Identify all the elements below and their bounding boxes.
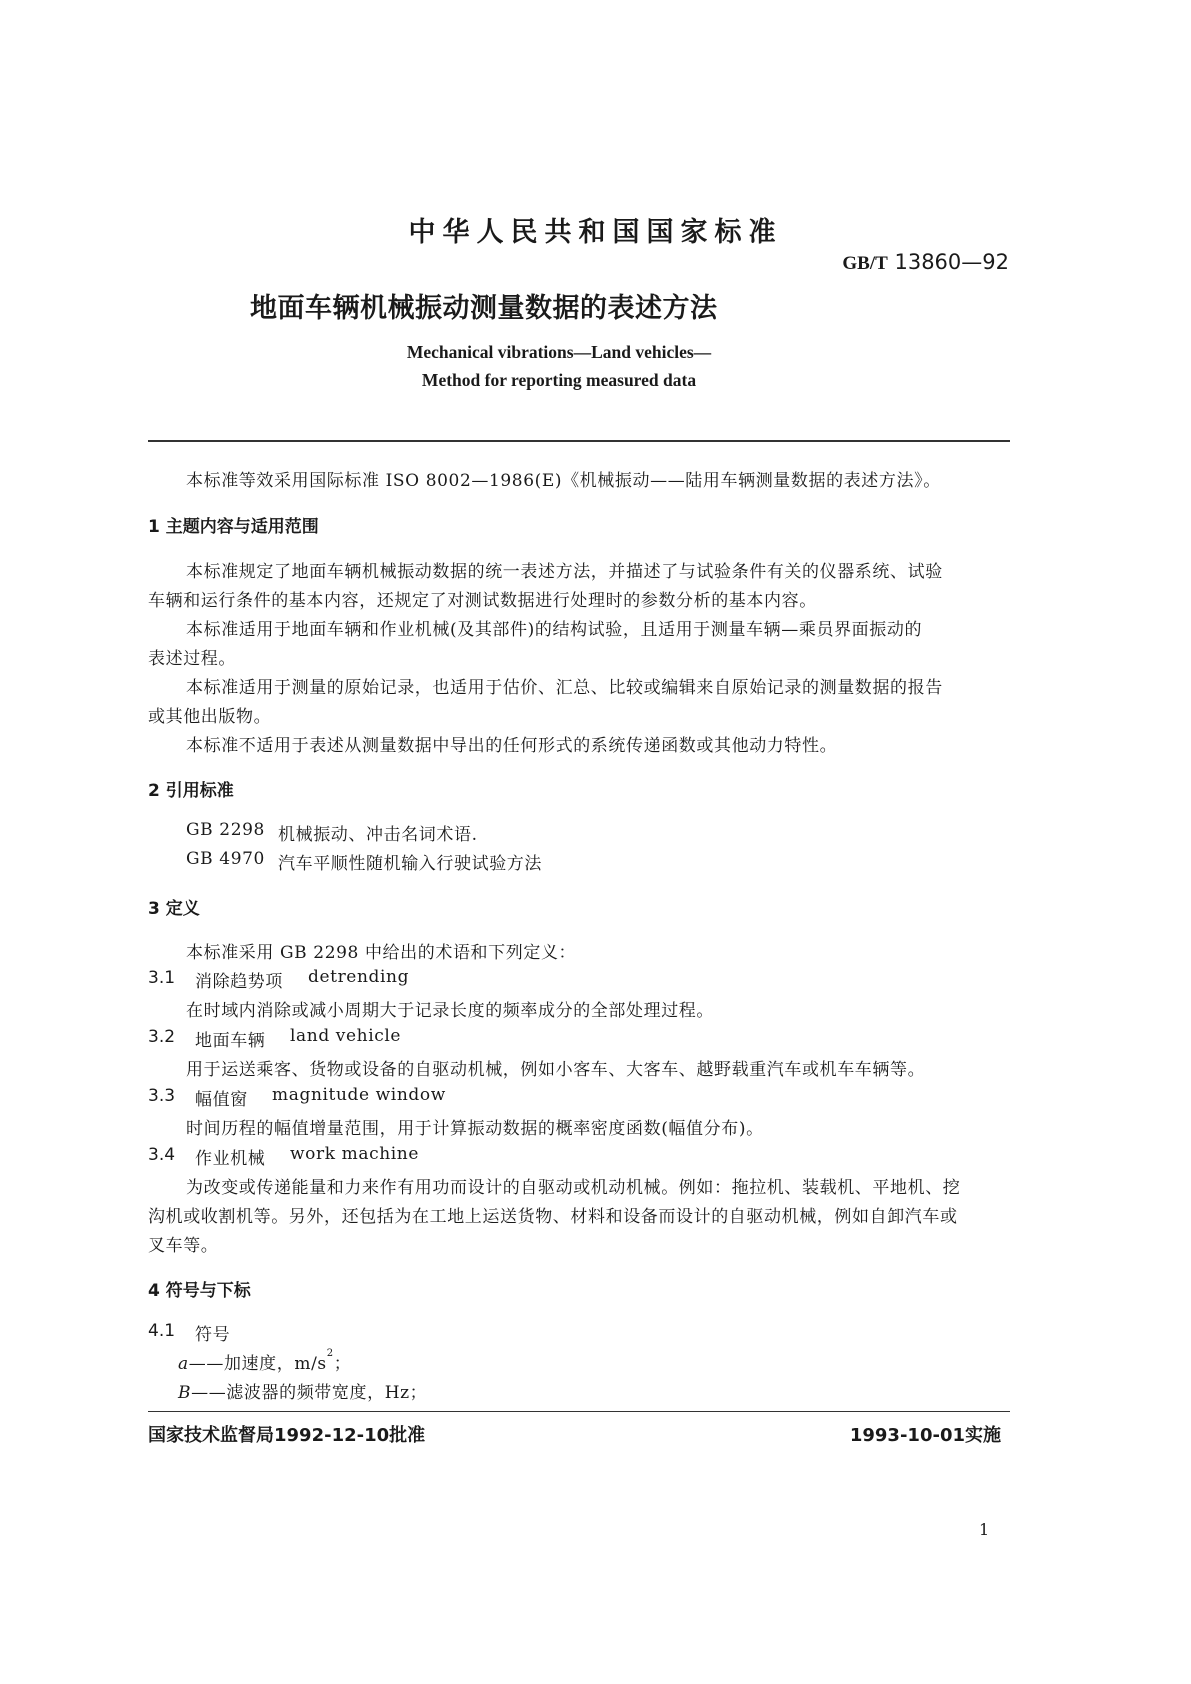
def-text: 用于运送乘客、货物或设备的自驱动机械，例如小客车、大客车、越野载重汽车或机车车辆等。 (186, 1060, 926, 1080)
s1-p2-line1: 本标准适用于地面车辆和作业机械(及其部件)的结构试验，且适用于测量车辆—乘员界面振动的 (186, 620, 923, 640)
title-english-line2: Method for reporting measured data (421, 370, 697, 390)
def-term: 幅值窗 (195, 1090, 248, 1110)
section4-heading: 4 符号与下标 (148, 1281, 251, 1301)
s1-p4: 本标准不适用于表述从测量数据中导出的任何形式的系统传递函数或其他动力特性。 (186, 736, 838, 756)
def-text-line2: 沟机或收割机等。另外，还包括为在工地上运送货物、材料和设备而设计的自驱动机械，例如自卸汽车或 (148, 1207, 958, 1227)
symbol: a (178, 1354, 189, 1374)
ref-code: GB 2298 (186, 820, 265, 840)
ref-code: GB 4970 (186, 849, 265, 869)
s1-p3-line2: 或其他出版物。 (148, 707, 272, 727)
s1-p2-line2: 表述过程。 (148, 649, 236, 669)
def-term: 消除趋势项 (195, 972, 283, 992)
ref-title: 汽车平顺性随机输入行驶试验方法 (278, 854, 542, 874)
section3-heading: 3 定义 (148, 899, 200, 919)
national-standard-heading: 中华人民共和国国家标准 (408, 217, 783, 248)
s1-p1-line1: 本标准规定了地面车辆机械振动数据的统一表述方法，并描述了与试验条件有关的仪器系统、试验 (186, 562, 943, 582)
standard-number-value: 13860—92 (894, 250, 1009, 274)
s1-p1-line2: 车辆和运行条件的基本内容，还规定了对测试数据进行处理时的参数分析的基本内容。 (148, 591, 817, 611)
def-number: 3.3 (148, 1086, 176, 1106)
def-term-english: magnitude window (272, 1085, 446, 1105)
symbol-tail: ； (333, 1354, 352, 1374)
def-number: 3.4 (148, 1145, 176, 1165)
footer-divider (148, 1411, 1010, 1412)
ref-title: 机械振动、冲击名词术语. (278, 825, 478, 845)
intro-paragraph: 本标准等效采用国际标准 ISO 8002—1986(E)《机械振动——陆用车辆测量数据的表述方法》。 (186, 471, 941, 491)
symbol-description: ——滤波器的频带宽度，Hz； (191, 1383, 428, 1403)
symbol-row (178, 1349, 351, 1374)
def-text: 在时域内消除或减小周期大于记录长度的频率成分的全部处理过程。 (186, 1001, 714, 1021)
standard-number (842, 250, 1009, 275)
def-term-english: detrending (308, 967, 410, 987)
s3-intro: 本标准采用 GB 2298 中给出的术语和下列定义： (186, 943, 577, 963)
def-number: 3.2 (148, 1027, 176, 1047)
approval-line: 国家技术监督局1992-12-10批准 (148, 1425, 426, 1446)
page-number: 1 (979, 1520, 990, 1539)
def-term-english: work machine (290, 1144, 419, 1164)
s1-p3-line1: 本标准适用于测量的原始记录，也适用于估价、汇总、比较或编辑来自原始记录的测量数据的报告 (186, 678, 943, 698)
symbol: B (178, 1383, 192, 1403)
def-term: 地面车辆 (195, 1031, 266, 1051)
def-term: 作业机械 (195, 1149, 266, 1169)
def-number: 3.1 (148, 968, 176, 988)
symbol-superscript: 2 (326, 1348, 334, 1359)
subsection-title: 符号 (195, 1325, 231, 1345)
def-text-line3: 叉车等。 (148, 1236, 219, 1256)
def-text: 时间历程的幅值增量范围，用于计算振动数据的概率密度函数(幅值分布)。 (186, 1119, 764, 1139)
header-divider (148, 440, 1010, 442)
standard-number-prefix: GB/T (842, 253, 888, 274)
symbol-description: ——加速度，m/s (188, 1354, 327, 1374)
implementation-date: 1993-10-01实施 (849, 1425, 1001, 1446)
section2-heading: 2 引用标准 (148, 781, 234, 801)
title-english-line1: Mechanical vibrations—Land vehicles— (406, 342, 712, 362)
section1-heading: 1 主题内容与适用范围 (148, 517, 319, 537)
symbol-row (178, 1378, 427, 1403)
subsection-number: 4.1 (148, 1321, 176, 1341)
def-term-english: land vehicle (290, 1026, 402, 1046)
def-text-line1: 为改变或传递能量和力来作有用功而设计的自驱动或机动机械。例如：拖拉机、装载机、平地机、挖 (186, 1178, 961, 1198)
title-chinese: 地面车辆机械振动测量数据的表述方法 (250, 293, 718, 324)
